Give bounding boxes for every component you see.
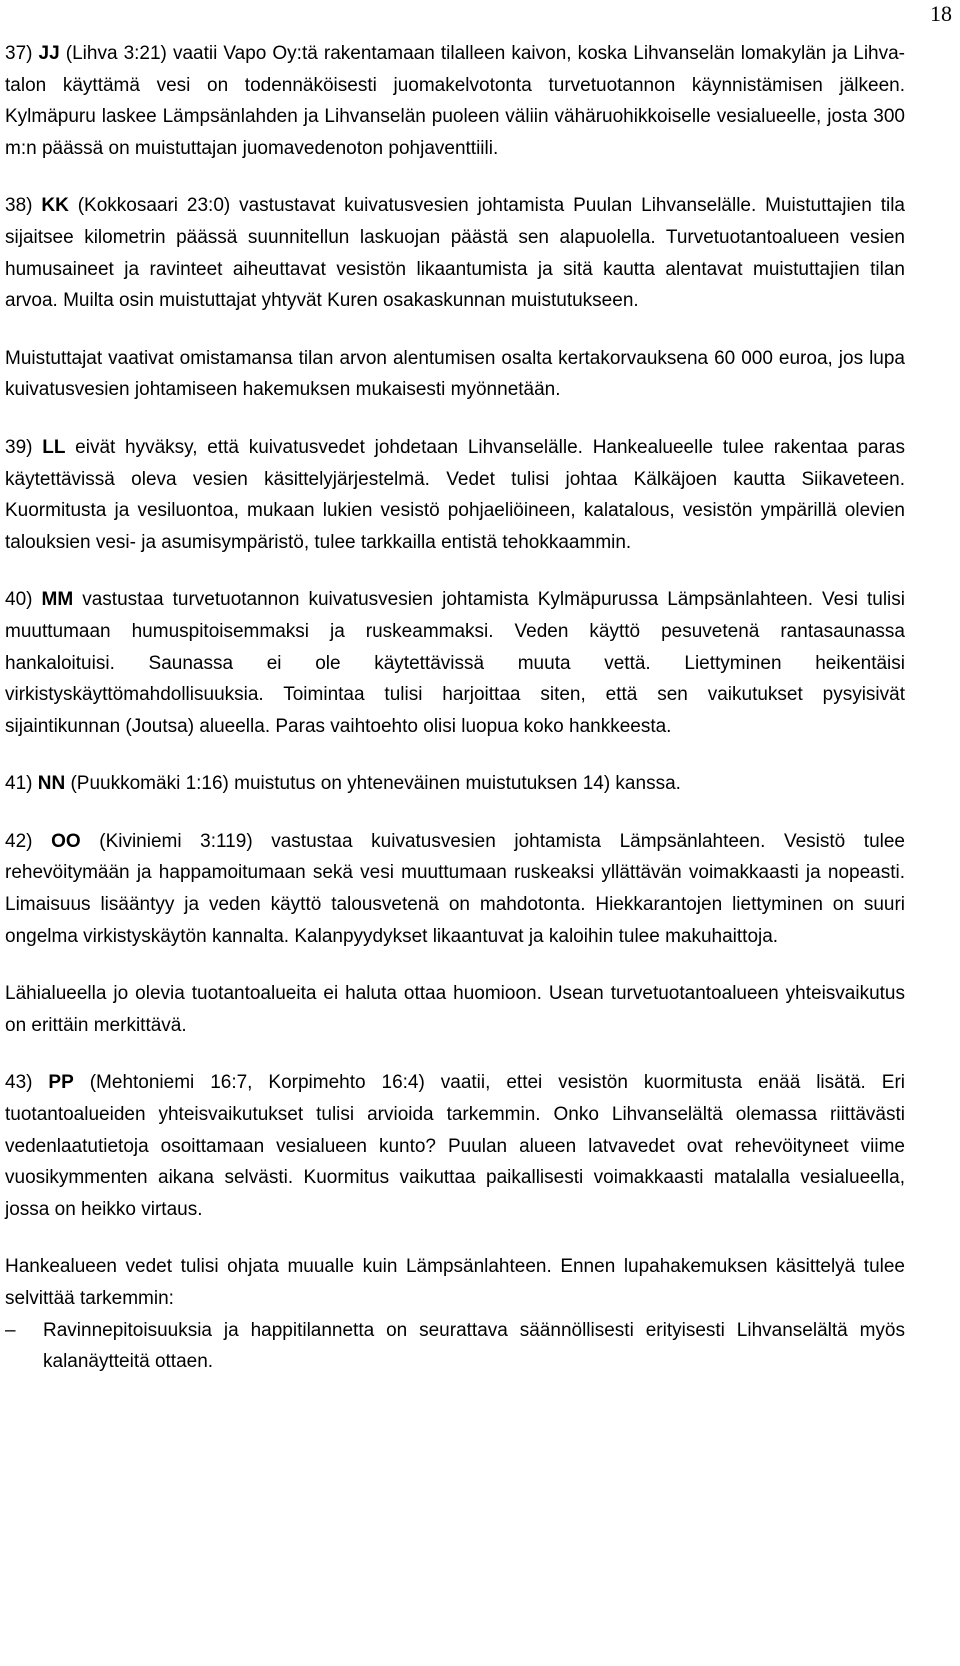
- paragraph-number: 42): [5, 830, 33, 852]
- paragraph-text: (Mehtoniemi 16:7, Korpimehto 16:4) vaatii, ettei vesistön kuormitusta enää lisätä. Eri tuotantoalueiden yhteisvaikutukset tulisi arvioida tarkemmin. Onko Lihvanselältä olemassa riittävästi vedenlaatutietoja osoittamaan vesialueen kunto? Puulan alueen latvavedet ovat rehevöityneet viime vuosikymmenten aikana selvästi. Kuormitus vaikuttaa paikallisesti voimakkaasti matalalla vesialueella, jossa on heikko virtaus.: [5, 1072, 906, 1220]
- paragraph-text: (Lihva 3:21) vaatii Vapo Oy:tä rakentamaan tilalleen kaivon, koska Lihvanselän lomakylän ja Lihva-talon käyttämä vesi on todennäköisesti juomakelvotonta turvetuotannon käynnistämisen jälkeen. Kylmäpuru laskee Lämpsänlahden ja Lihvanselän puoleen väliin vähäruohikkoiselle vesialueelle, josta 300 m:n päässä on muistuttajan juomavedenoton pohjaventtiili.: [5, 43, 905, 159]
- paragraph-text: Hankealueen vedet tulisi ohjata muualle kuin Lämpsänlahteen. Ennen lupahakemuksen käsittelyä tulee selvittää tarkemmin:: [5, 1256, 905, 1309]
- paragraph-number: 41): [5, 773, 33, 795]
- objector-code: MM: [41, 589, 74, 611]
- paragraph-37: [5, 38, 905, 164]
- paragraph-43: [5, 1067, 905, 1225]
- list-item: [5, 1315, 905, 1378]
- objector-code: KK: [41, 195, 69, 217]
- paragraph-number: 38): [5, 195, 33, 217]
- paragraph-39: [5, 432, 905, 558]
- paragraph-text: Muistuttajat vaativat omistamansa tilan arvon alentumisen osalta kertakorvauksena 60 000 euroa, jos lupa kuivatusvesien johtamiseen hakemuksen mukaisesti myönnetään.: [5, 347, 905, 401]
- paragraph-number: 37): [5, 43, 33, 64]
- paragraph-text: (Kiviniemi 3:119) vastustaa kuivatusvesien johtamista Lämpsänlahteen. Vesistö tulee rehevöitymään ja happamoitumaan sekä vesi muuttumaan ruskeaksi yllättävän voimakkaasti ja nopeasti. Limaisuus lisääntyy ja veden käyttö talousvetenä on mahdotonta. Hiekkarantojen liettyminen on suuri ongelma virkistyskäytön kannalta. Kalanpyydykset likaantuvat ja kaloihin tulee makuhaittoja.: [5, 830, 905, 947]
- paragraph-40: [5, 584, 905, 742]
- paragraph-text: (Puukkomäki 1:16) muistutus on yhteneväinen muistutuksen 14) kanssa.: [65, 773, 681, 795]
- page-number: 18: [930, 1, 952, 26]
- paragraph-42: [5, 826, 905, 952]
- objector-code: LL: [42, 436, 66, 458]
- paragraph-38: [5, 190, 905, 316]
- paragraph-number: 43): [5, 1072, 33, 1094]
- objector-code: OO: [51, 830, 81, 852]
- paragraph-number: 40): [5, 589, 33, 611]
- document-body: [5, 38, 905, 1378]
- paragraph-text: vastustaa turvetuotannon kuivatusvesien johtamista Kylmäpurussa Lämpsänlahteen. Vesi tulisi muuttumaan humuspitoisemmaksi ja ruskeammaksi. Veden käyttö pesuvetenä rantasaunassa hankaloituisi. Saunassa ei ole käytettävissä muuta vettä. Liettyminen heikentäisi virkistyskäyttömahdollisuuksia. Toimintaa tulisi harjoittaa siten, että sen vaikutukset pysyisivät sijaintikunnan (Joutsa) alueella. Paras vaihtoehto olisi luopua koko hankkeesta.: [5, 589, 906, 737]
- objector-code: JJ: [38, 43, 60, 64]
- list-item-text: Ravinnepitoisuuksia ja happitilannetta on seurattava säännöllisesti erityisesti Lihvanselältä myös kalanäytteitä ottaen.: [43, 1319, 905, 1373]
- paragraph-compensation: [5, 343, 905, 406]
- paragraph-text: (Kokkosaari 23:0) vastustavat kuivatusvesien johtamista Puulan Lihvanselälle. Muistuttajien tila sijaitsee kilometrin päässä suunnitellun laskuojan päästä sen alapuolella. Turvetuotantoalueen vesien humusaineet ja ravinteet aiheuttavat vesistön likaantumista ja sitä kautta alentavat muistuttajien tilan arvoa. Muilta osin muistuttajat yhtyvät Kuren osakaskunnan muistutukseen.: [5, 195, 905, 312]
- paragraph-text: Lähialueella jo olevia tuotantoalueita ei haluta ottaa huomioon. Usean turvetuotantoalueen yhteisvaikutus on erittäin merkittävä.: [5, 983, 905, 1036]
- paragraph-redirect-waters: [5, 1251, 905, 1314]
- paragraph-41: [5, 768, 905, 800]
- paragraph-nearby-areas: [5, 978, 905, 1041]
- paragraph-text: eivät hyväksy, että kuivatusvedet johdetaan Lihvanselälle. Hankealueelle tulee rakentaa paras käytettävissä oleva vesien käsittelyjärjestelmä. Vedet tulisi johtaa Kälkäjoen kautta Siikaveteen. Kuormitusta ja vesiluontoa, mukaan lukien vesistö pohjaeliöineen, kalatalous, vesistön ympärillä olevien talouksien vesi- ja asumisympäristö, tulee tarkkailla entistä tehokkaammin.: [5, 436, 905, 553]
- objector-code: NN: [37, 773, 66, 795]
- objector-code: PP: [48, 1072, 74, 1094]
- dash-bullet: –: [5, 1319, 16, 1341]
- paragraph-number: 39): [5, 436, 33, 458]
